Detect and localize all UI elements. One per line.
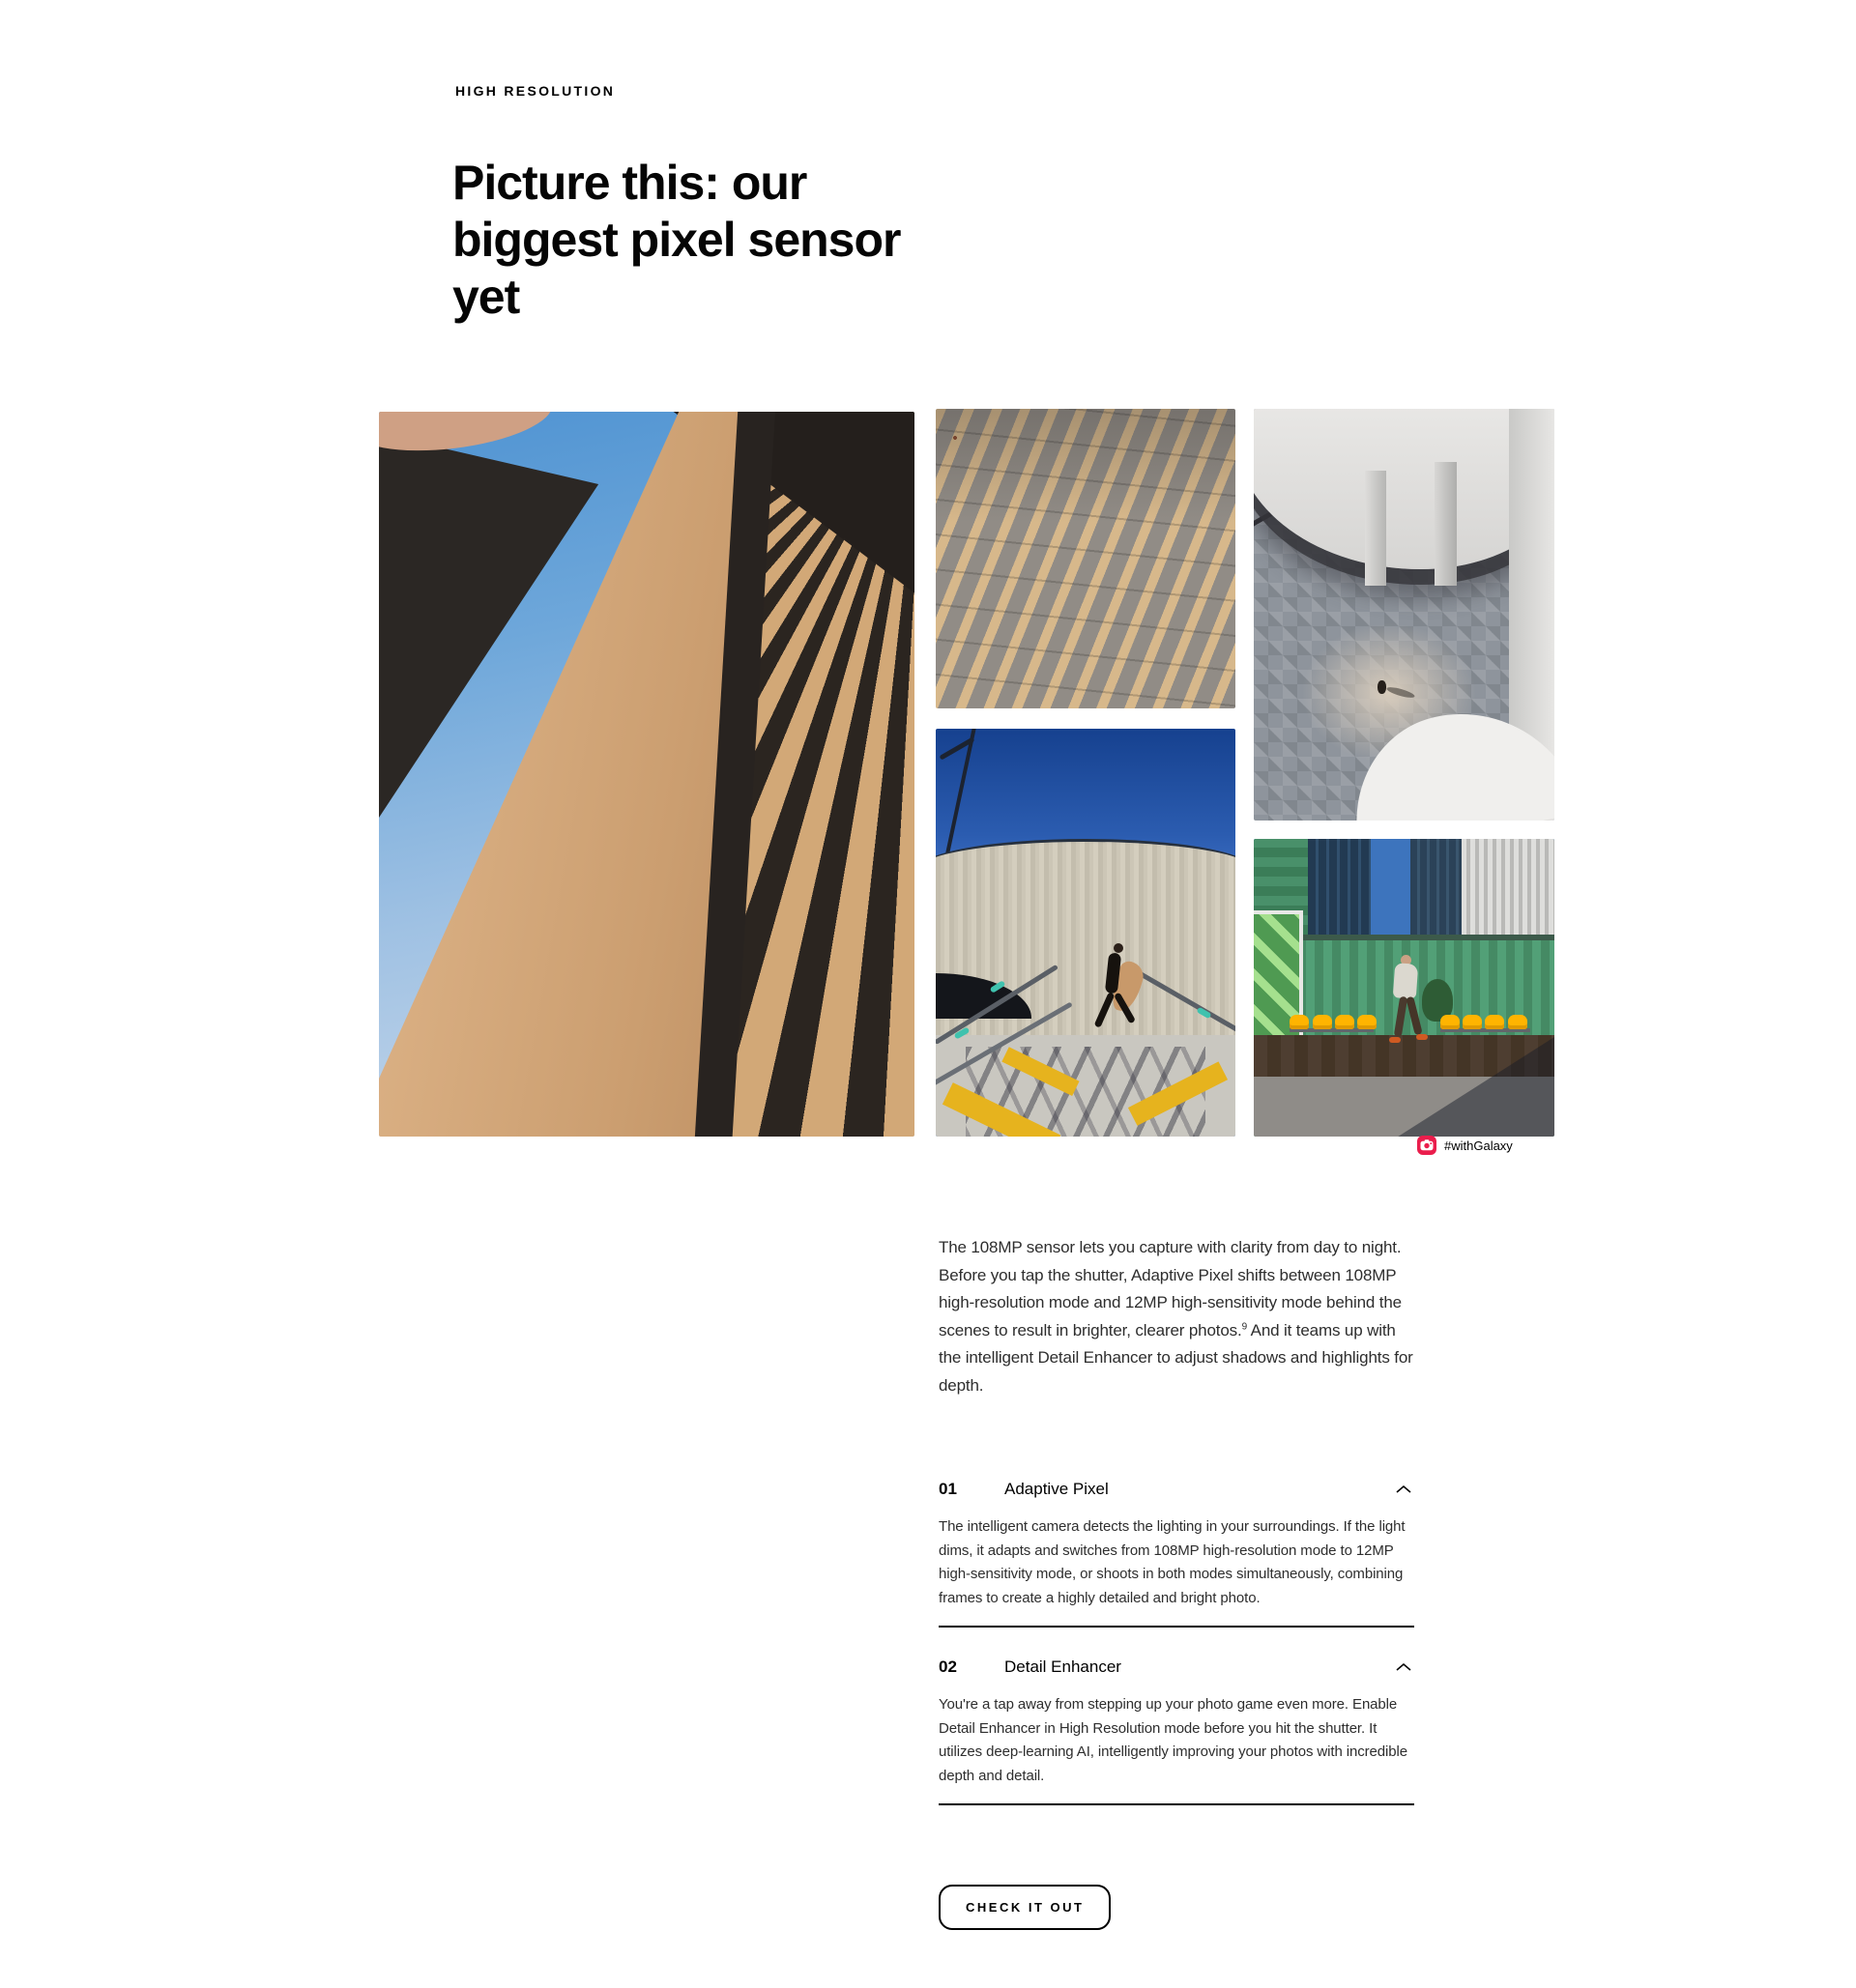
photo-plaza-shadow-stripes [936, 409, 1235, 708]
photo-layer [1357, 1015, 1377, 1029]
photo-layer [1308, 839, 1371, 935]
hashtag-label: #withGalaxy [1444, 1138, 1513, 1153]
photo-layer [1462, 839, 1554, 935]
photo-layer [936, 409, 1235, 708]
photo-layer [1485, 1015, 1504, 1029]
with-galaxy-badge[interactable] [1417, 1136, 1513, 1155]
photo-courtyard-aerial [1254, 409, 1554, 821]
accordion-header-detail-enhancer[interactable] [939, 1655, 1414, 1680]
photo-layer [1440, 1015, 1460, 1029]
photo-layer [1114, 943, 1123, 953]
feature-accordion [939, 1477, 1414, 1805]
photo-layer [1335, 1015, 1354, 1029]
photo-layer [1416, 1034, 1428, 1040]
section-eyebrow: HIGH RESOLUTION [455, 83, 616, 99]
check-it-out-button[interactable]: CHECK IT OUT [939, 1885, 1111, 1930]
page-title-line-2: biggest pixel sensor [452, 212, 901, 267]
accordion-title: Adaptive Pixel [1004, 1480, 1109, 1498]
description-text-cont: And it teams up with the intelligent Detail Enhancer to adjust shadows and highlights for depth. [939, 1320, 1413, 1395]
page-title [452, 155, 900, 326]
accordion-item-detail-enhancer [939, 1655, 1414, 1805]
sensor-description [939, 1234, 1414, 1399]
photo-layer [1392, 964, 1417, 1000]
chevron-up-icon[interactable] [1393, 1660, 1414, 1674]
page-title-line-3: yet [452, 269, 520, 324]
photo-layer [1508, 1015, 1527, 1029]
footnote-sup: 9 [1241, 1320, 1248, 1332]
page-title-line-1: Picture this: our [452, 155, 807, 210]
accordion-number: 02 [939, 1657, 957, 1676]
photo-layer [1435, 462, 1457, 586]
photo-layer [1290, 1015, 1309, 1029]
photo-layer [1378, 680, 1386, 694]
accordion-body: The intelligent camera detects the lighting in your surroundings. If the light dims, it adapts and switches from 108MP high-resolution mode to 12MP high-sensitivity mode, or shoots in both modes simultaneously, combining frames to create a highly detailed and bright photo. [939, 1518, 1406, 1606]
photo-street-bench-walker [1254, 839, 1554, 1137]
description-text: The 108MP sensor lets you capture with clarity from day to night. Before you tap the shutter, Adaptive Pixel shifts between 108MP high-resolution mode and 12MP high-sensitivity mode behind the scenes to result in brighter, clearer photos. [939, 1238, 1402, 1340]
photo-gallery [340, 393, 1516, 1121]
accordion-number: 01 [939, 1480, 957, 1498]
accordion-body: You're a tap away from stepping up your photo game even more. Enable Detail Enhancer in High Resolution mode before you hit the shutter. It utilizes deep-learning AI, intelligently improving your photos with incredible depth and detail. [939, 1696, 1407, 1784]
accordion-item-adaptive-pixel [939, 1477, 1414, 1628]
photo-escalator-walker [936, 729, 1235, 1137]
photo-layer [1365, 471, 1386, 586]
camera-badge-icon [1417, 1136, 1436, 1155]
info-column [939, 1234, 1414, 1930]
photo-architecture-louvers [379, 412, 914, 1137]
chevron-up-icon[interactable] [1393, 1483, 1414, 1496]
photo-layer [1389, 1037, 1401, 1043]
accordion-header-adaptive-pixel[interactable] [939, 1477, 1414, 1502]
accordion-title: Detail Enhancer [1004, 1657, 1121, 1676]
photo-layer [1313, 1015, 1332, 1029]
photo-layer [1463, 1015, 1482, 1029]
photo-layer [1410, 839, 1462, 935]
